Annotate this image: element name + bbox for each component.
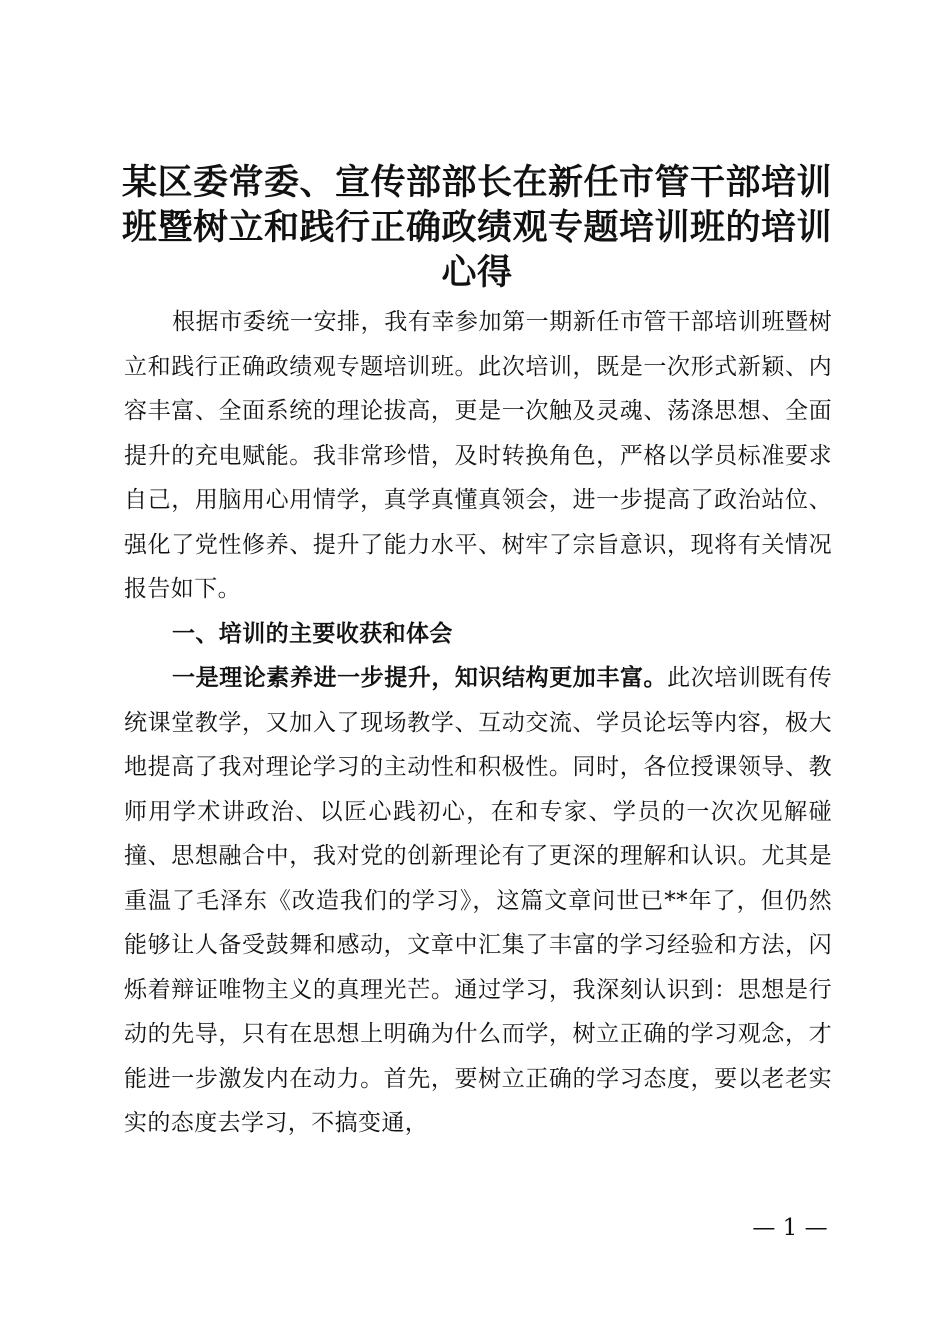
paragraph-body-text: 此次培训既有传统课堂教学，又加入了现场教学、互动交流、学员论坛等内容，极大地提高了我对理论学习的主动性和积极性。同时，各位授课领导、教师用学术讲政治、以匠心践初心，在和专家、学员的一次次见解碰撞、思想融合中，我对党的创新理论有了更深的理解和认识。尤其是重温了毛泽东《改造我们的学习》，这篇文章问世已**年了，但仍然能够让人备受鼓舞和感动，文章中汇集了丰富的学习经验和方法，闪烁着辩证唯物主义的真理光芒。通过学习，我深刻认识到：思想是行动的先导，只有在思想上明确为什么而学，树立正确的学习观念，才能进一步激发内在动力。首先，要树立正确的学习态度，要以老老实实的态度去学习，不搞变通， [124, 665, 832, 1136]
page-number: — 1 — [752, 1215, 828, 1241]
document-title: 某区委常委、宣传部部长在新任市管干部培训班暨树立和践行正确政绩观专题培训班的培训心得 [122, 162, 833, 293]
paragraph-lead-sentence: 一是理论素养进一步提升，知识结构更加丰富。 [172, 664, 668, 691]
document-body [124, 300, 832, 1146]
paragraph-intro: 根据市委统一安排，我有幸参加第一期新任市管干部培训班暨树立和践行正确政绩观专题培训班。此次培训，既是一次形式新颖、内容丰富、全面系统的理论拔高，更是一次触及灵魂、荡涤思想、全面提升的充电赋能。我非常珍惜，及时转换角色，严格以学员标准要求自己，用脑用心用情学，真学真懂真领会，进一步提高了政治站位、强化了党性修养、提升了能力水平、树牢了宗旨意识，现将有关情况报告如下。 [124, 309, 832, 602]
section-heading: 一、培训的主要收获和体会 [172, 619, 453, 647]
paragraph-theory [124, 656, 832, 1146]
